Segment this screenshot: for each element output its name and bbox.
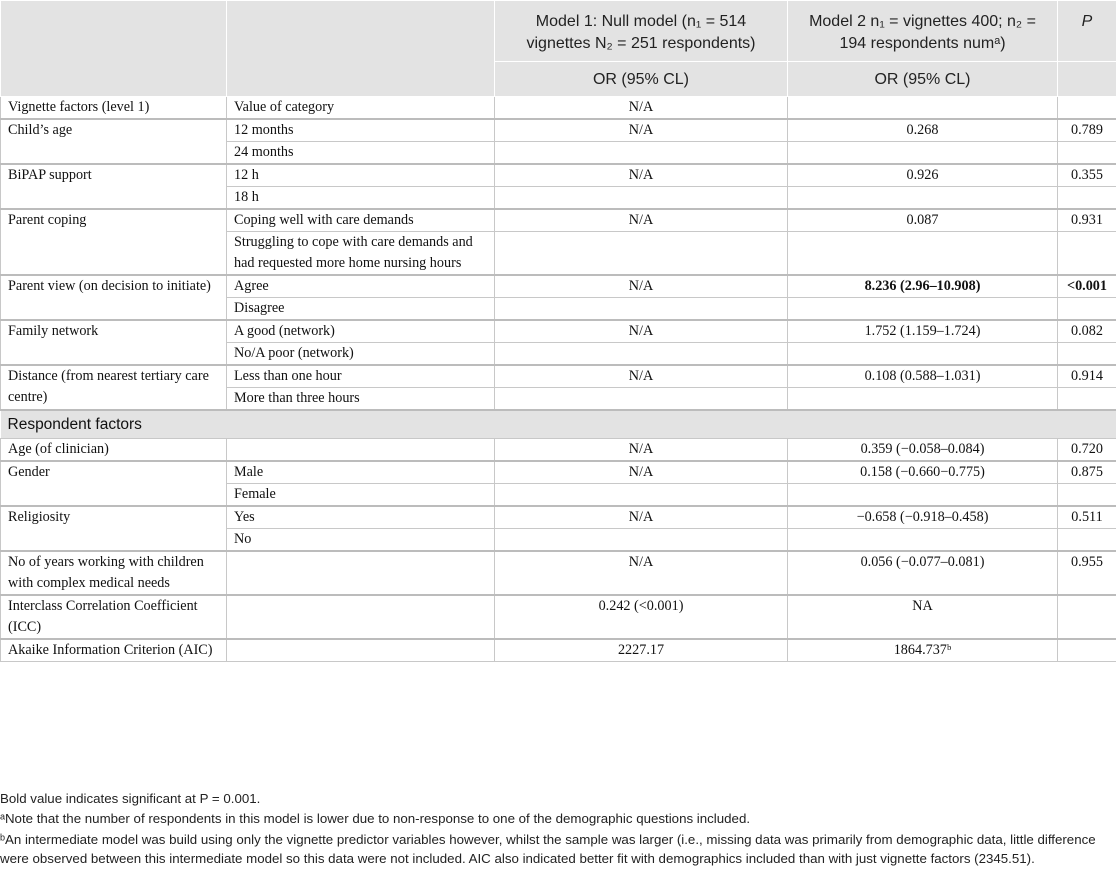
p-cell: 0.355	[1058, 164, 1116, 187]
category-cell: Agree	[227, 275, 495, 298]
p-cell: 0.955	[1058, 551, 1116, 595]
model2-cell: 1.752 (1.159–1.724)	[788, 320, 1058, 343]
header-or-model2: OR (95% CL)	[788, 62, 1058, 97]
factor-cell: Distance (from nearest tertiary care centre)	[1, 365, 227, 410]
category-cell: Female	[227, 484, 495, 507]
header-blank-category	[227, 1, 495, 97]
header-p: P	[1058, 1, 1116, 62]
factor-cell: Age (of clinician)	[1, 439, 227, 462]
category-cell: 24 months	[227, 142, 495, 165]
p-cell: 0.720	[1058, 439, 1116, 462]
model2-cell: 0.056 (−0.077–0.081)	[788, 551, 1058, 595]
table-row	[1, 275, 1116, 298]
category-cell	[227, 551, 495, 595]
table-row	[1, 320, 1116, 343]
model1-cell: N/A	[495, 551, 788, 595]
factor-cell: Religiosity	[1, 506, 227, 551]
model1-cell	[495, 343, 788, 366]
p-cell: 0.914	[1058, 365, 1116, 388]
category-cell: More than three hours	[227, 388, 495, 411]
table-row	[1, 439, 1116, 462]
factor-cell: Parent coping	[1, 209, 227, 275]
factor-cell: Parent view (on decision to initiate)	[1, 275, 227, 320]
model2-cell	[788, 232, 1058, 276]
category-cell: 18 h	[227, 187, 495, 210]
factor-cell: Family network	[1, 320, 227, 365]
category-cell: No	[227, 529, 495, 552]
p-cell	[1058, 388, 1116, 411]
model2-cell	[788, 388, 1058, 411]
model2-cell	[788, 142, 1058, 165]
factor-cell: Child’s age	[1, 119, 227, 164]
table-row	[1, 97, 1116, 120]
model1-cell: N/A	[495, 209, 788, 232]
category-cell: Less than one hour	[227, 365, 495, 388]
table-row	[1, 551, 1116, 595]
category-cell	[227, 639, 495, 662]
model2-cell: 0.087	[788, 209, 1058, 232]
model2-cell: 0.268	[788, 119, 1058, 142]
category-cell: Male	[227, 461, 495, 484]
model1-cell: N/A	[495, 275, 788, 298]
p-cell	[1058, 97, 1116, 120]
factor-cell: Gender	[1, 461, 227, 506]
table-row	[1, 595, 1116, 639]
model2-cell: 0.108 (0.588–1.031)	[788, 365, 1058, 388]
factor-cell: Interclass Correlation Coefficient (ICC)	[1, 595, 227, 639]
model1-cell: N/A	[495, 320, 788, 343]
p-cell	[1058, 529, 1116, 552]
category-cell	[227, 439, 495, 462]
table-row	[1, 639, 1116, 662]
p-cell: 0.789	[1058, 119, 1116, 142]
model2-cell	[788, 187, 1058, 210]
category-cell	[227, 595, 495, 639]
model2-cell: 0.158 (−0.660−0.775)	[788, 461, 1058, 484]
category-cell: Struggling to cope with care demands and had requested more home nursing hours	[227, 232, 495, 276]
category-cell: No/A poor (network)	[227, 343, 495, 366]
p-cell: 0.931	[1058, 209, 1116, 232]
header-or-p-blank	[1058, 62, 1116, 97]
model2-cell: 0.926	[788, 164, 1058, 187]
factor-cell: Vignette factors (level 1)	[1, 97, 227, 120]
table-row	[1, 164, 1116, 187]
model1-cell	[495, 187, 788, 210]
model2-cell: NA	[788, 595, 1058, 639]
footnote-b: ᵇAn intermediate model was build using only the vignette predictor variables however, whilst the sample was larger (i.e., missing data was primarily from demographic data, little difference were observed between this intermediate model so this data were not included. AIC also indicated better fit with demographics included than with just vignette factors (2345.51).	[0, 831, 1096, 866]
category-cell: 12 h	[227, 164, 495, 187]
header-row	[1, 1, 1116, 62]
p-cell	[1058, 232, 1116, 276]
model1-cell: N/A	[495, 119, 788, 142]
p-cell	[1058, 142, 1116, 165]
table-body	[1, 97, 1116, 662]
p-cell	[1058, 484, 1116, 507]
model2-cell	[788, 484, 1058, 507]
section-title: Respondent factors	[1, 410, 1116, 439]
model2-cell	[788, 97, 1058, 120]
model1-cell: N/A	[495, 506, 788, 529]
category-cell: Yes	[227, 506, 495, 529]
category-cell: Coping well with care demands	[227, 209, 495, 232]
model2-cell-significant: 8.236 (2.96–10.908)	[788, 275, 1058, 298]
model1-cell: N/A	[495, 164, 788, 187]
p-cell	[1058, 343, 1116, 366]
model1-cell: N/A	[495, 439, 788, 462]
factor-cell: BiPAP support	[1, 164, 227, 209]
category-cell: A good (network)	[227, 320, 495, 343]
model2-cell	[788, 298, 1058, 321]
model2-cell	[788, 529, 1058, 552]
category-cell: Disagree	[227, 298, 495, 321]
header-or-model1: OR (95% CL)	[495, 62, 788, 97]
p-cell-significant: <0.001	[1058, 275, 1116, 298]
model2-cell: 1864.737ᵇ	[788, 639, 1058, 662]
model1-cell	[495, 142, 788, 165]
category-cell: Value of category	[227, 97, 495, 120]
model1-cell	[495, 484, 788, 507]
footnote-a: ᵃNote that the number of respondents in this model is lower due to non-response to one of the demographic questions included.	[0, 811, 751, 827]
footnote-bold: Bold value indicates significant at P = 0.001.	[0, 791, 261, 806]
model2-cell: 0.359 (−0.058–0.084)	[788, 439, 1058, 462]
p-cell	[1058, 298, 1116, 321]
header-model2: Model 2 n₁ = vignettes 400; n₂ = 194 respondents numᵃ)	[788, 1, 1058, 62]
model1-cell: N/A	[495, 97, 788, 120]
model1-cell	[495, 529, 788, 552]
p-cell	[1058, 639, 1116, 662]
category-cell: 12 months	[227, 119, 495, 142]
table-row	[1, 365, 1116, 388]
p-cell	[1058, 595, 1116, 639]
p-cell: 0.875	[1058, 461, 1116, 484]
model1-cell: N/A	[495, 461, 788, 484]
model2-cell	[788, 343, 1058, 366]
table-footnotes	[0, 789, 1110, 869]
p-cell: 0.511	[1058, 506, 1116, 529]
table-row	[1, 461, 1116, 484]
factor-cell: Akaike Information Criterion (AIC)	[1, 639, 227, 662]
p-cell	[1058, 187, 1116, 210]
table-row	[1, 506, 1116, 529]
table-row	[1, 209, 1116, 232]
model1-cell	[495, 388, 788, 411]
model1-cell: N/A	[495, 365, 788, 388]
p-cell: 0.082	[1058, 320, 1116, 343]
model1-cell: 0.242 (<0.001)	[495, 595, 788, 639]
model1-cell: 2227.17	[495, 639, 788, 662]
model1-cell	[495, 298, 788, 321]
section-header-row	[1, 410, 1116, 439]
table-row	[1, 119, 1116, 142]
header-model1: Model 1: Null model (n₁ = 514 vignettes N₂ = 251 respondents)	[495, 1, 788, 62]
header-blank-factor	[1, 1, 227, 97]
model2-cell: −0.658 (−0.918–0.458)	[788, 506, 1058, 529]
factor-cell: No of years working with children with complex medical needs	[1, 551, 227, 595]
model1-cell	[495, 232, 788, 276]
